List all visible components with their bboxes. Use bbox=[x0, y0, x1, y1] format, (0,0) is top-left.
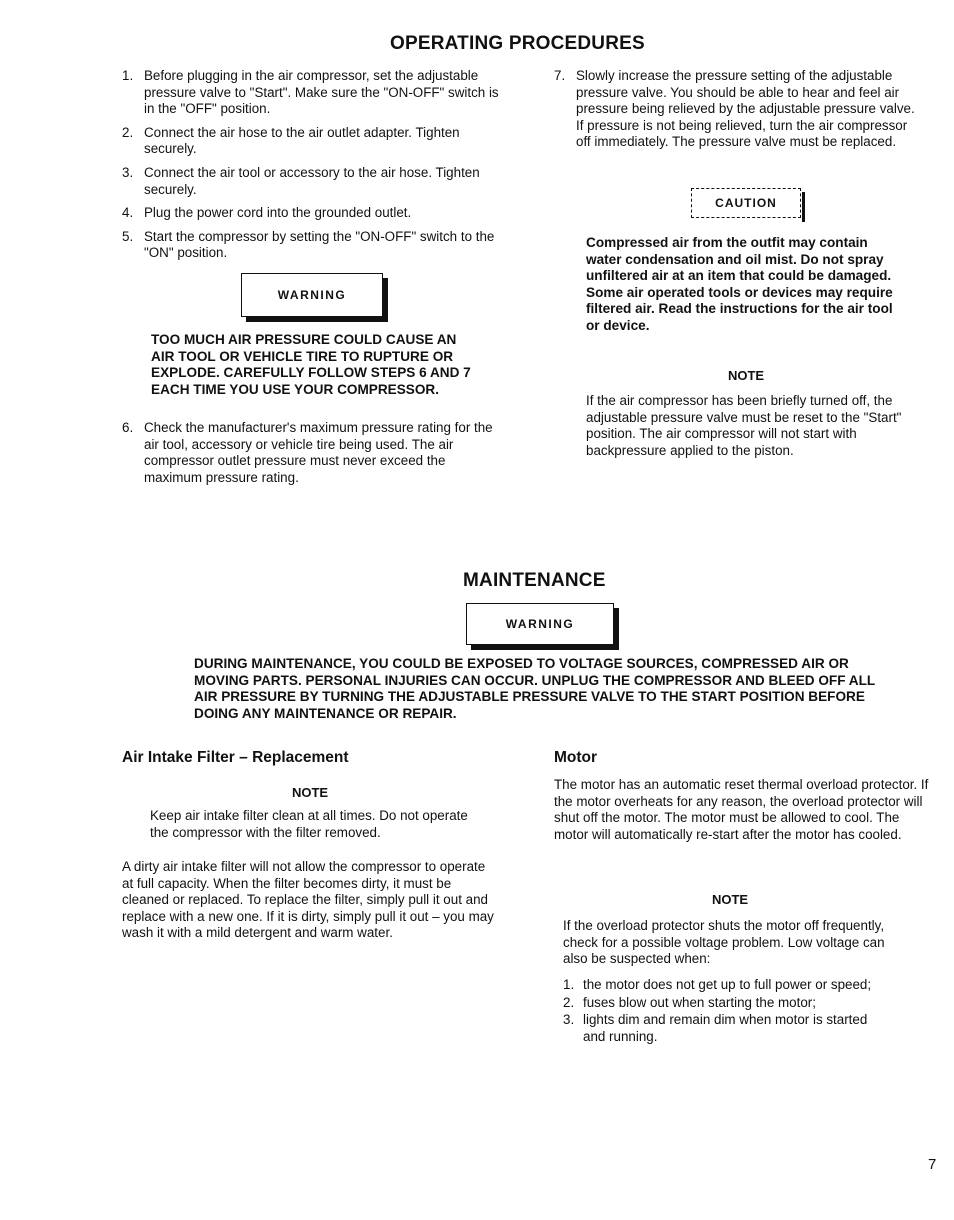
note-heading: NOTE bbox=[727, 368, 765, 383]
step-text: Plug the power cord into the grounded outlet. bbox=[144, 205, 412, 221]
list-item bbox=[122, 68, 500, 118]
operating-step-7 bbox=[554, 68, 922, 158]
step-number: 6. bbox=[122, 420, 134, 435]
filter-note-heading: NOTE bbox=[291, 785, 329, 800]
step-number: 5. bbox=[122, 228, 134, 244]
item-number: 1. bbox=[563, 977, 575, 992]
list-item bbox=[554, 68, 922, 151]
page-title: OPERATING PROCEDURES bbox=[390, 33, 645, 54]
motor-note-text: If the overload protector shuts the motor off frequently, check for a possible voltage problem. Low voltage can also be suspected when: bbox=[563, 918, 885, 967]
filter-heading: Air Intake Filter – Replacement bbox=[122, 749, 349, 766]
maintenance-title: MAINTENANCE bbox=[463, 570, 606, 591]
caution-label-box bbox=[691, 188, 801, 218]
maintenance-warning-text: DURING MAINTENANCE, YOU COULD BE EXPOSED TO VOLTAGE SOURCES, COMPRESSED AIR OR MOVING PARTS. PERSONAL INJURIES CAN OCCUR. UNPLUG THE COMPRESSOR AND BLEED OFF ALL AIR PRESSURE BY TURNING THE ADJUSTABLE PRESSURE VALVE TO THE START POSITION BEFORE DOING ANY MAINTENANCE OR REPAIR. bbox=[194, 656, 875, 721]
list-item bbox=[563, 1012, 893, 1045]
step-text: Connect the air tool or accessory to the air hose. Tighten securely. bbox=[144, 164, 480, 197]
step-text: Slowly increase the pressure setting of the adjustable pressure valve. You should be able to hear and feel air pressure being relieved by the adjustable pressure valve. If pressure is not being relieved, turn the air compressor off immediately. The pressure valve must be replaced. bbox=[576, 68, 915, 150]
caution-text: Compressed air from the outfit may contain water condensation and oil mist. Do not spray unfiltered air at an item that could be damaged. Some air operated tools or devices may require filtered air. Read the instructions for the air tool or device. bbox=[586, 235, 893, 333]
warning-label-box bbox=[241, 273, 383, 317]
step-number: 1. bbox=[122, 68, 134, 83]
filter-note-text: Keep air intake filter clean at all times. Do not operate the compressor with the filter removed. bbox=[150, 808, 468, 840]
step-text: Check the manufacturer's maximum pressure rating for the air tool, accessory or vehicle tire being used. The air compressor outlet pressure must never exceed the maximum pressure rating. bbox=[144, 420, 493, 485]
warning-label: WARNING bbox=[277, 288, 347, 302]
filter-body: A dirty air intake filter will not allow the compressor to operate at full capacity. When the filter becomes dirty, it must be cleaned or replaced. To replace the filter, simply pull it out and replace with a new one. If it is dirty, simply pull it out – you may wash it with a mild detergent and warm water. bbox=[122, 859, 494, 941]
item-text: fuses blow out when starting the motor; bbox=[583, 994, 816, 1010]
list-item bbox=[563, 995, 893, 1012]
list-item bbox=[122, 229, 500, 262]
list-item bbox=[122, 420, 500, 486]
note-text: If the air compressor has been briefly turned off, the adjustable pressure valve must be reset to the "Start" position. The air compressor will not start with backpressure applied to the piston. bbox=[586, 393, 902, 458]
motor-heading: Motor bbox=[554, 749, 598, 766]
item-text: lights dim and remain dim when motor is started and running. bbox=[583, 1012, 868, 1044]
list-item bbox=[563, 977, 893, 994]
caution-label: CAUTION bbox=[715, 196, 777, 210]
step-text: Start the compressor by setting the "ON-OFF" switch to the "ON" position. bbox=[144, 228, 495, 261]
list-item bbox=[122, 205, 500, 222]
motor-body: The motor has an automatic reset thermal overload protector. If the motor overheats for any reason, the overload protector will shut off the motor. The motor must be allowed to cool. The motor will automatically re-start after the motor has cooled. bbox=[554, 777, 929, 842]
warning-label: WARNING bbox=[505, 617, 575, 631]
step-text: Before plugging in the air compressor, set the adjustable pressure valve to "Start". Make sure the "ON-OFF" switch is in the "OFF" position. bbox=[144, 68, 499, 117]
item-number: 2. bbox=[563, 994, 575, 1010]
list-item bbox=[122, 125, 500, 158]
maintenance-warning-label-box bbox=[466, 603, 614, 645]
page-number: 7 bbox=[928, 1156, 937, 1173]
operating-step-6 bbox=[122, 420, 500, 493]
step-number: 2. bbox=[122, 124, 134, 140]
step-number: 3. bbox=[122, 164, 134, 180]
operating-steps-left bbox=[122, 68, 500, 269]
step-number: 4. bbox=[122, 205, 134, 221]
item-number: 3. bbox=[563, 1012, 575, 1028]
motor-voltage-list bbox=[563, 977, 893, 1046]
step-number: 7. bbox=[554, 68, 566, 83]
list-item bbox=[122, 165, 500, 198]
item-text: the motor does not get up to full power or speed; bbox=[583, 977, 872, 992]
motor-note-heading: NOTE bbox=[711, 892, 749, 907]
step-text: Connect the air hose to the air outlet adapter. Tighten securely. bbox=[144, 124, 460, 157]
operating-warning-text: TOO MUCH AIR PRESSURE COULD CAUSE AN AIR TOOL OR VEHICLE TIRE TO RUPTURE OR EXPLODE. CAREFULLY FOLLOW STEPS 6 AND 7 EACH TIME YOU USE YOUR COMPRESSOR. bbox=[151, 332, 471, 397]
